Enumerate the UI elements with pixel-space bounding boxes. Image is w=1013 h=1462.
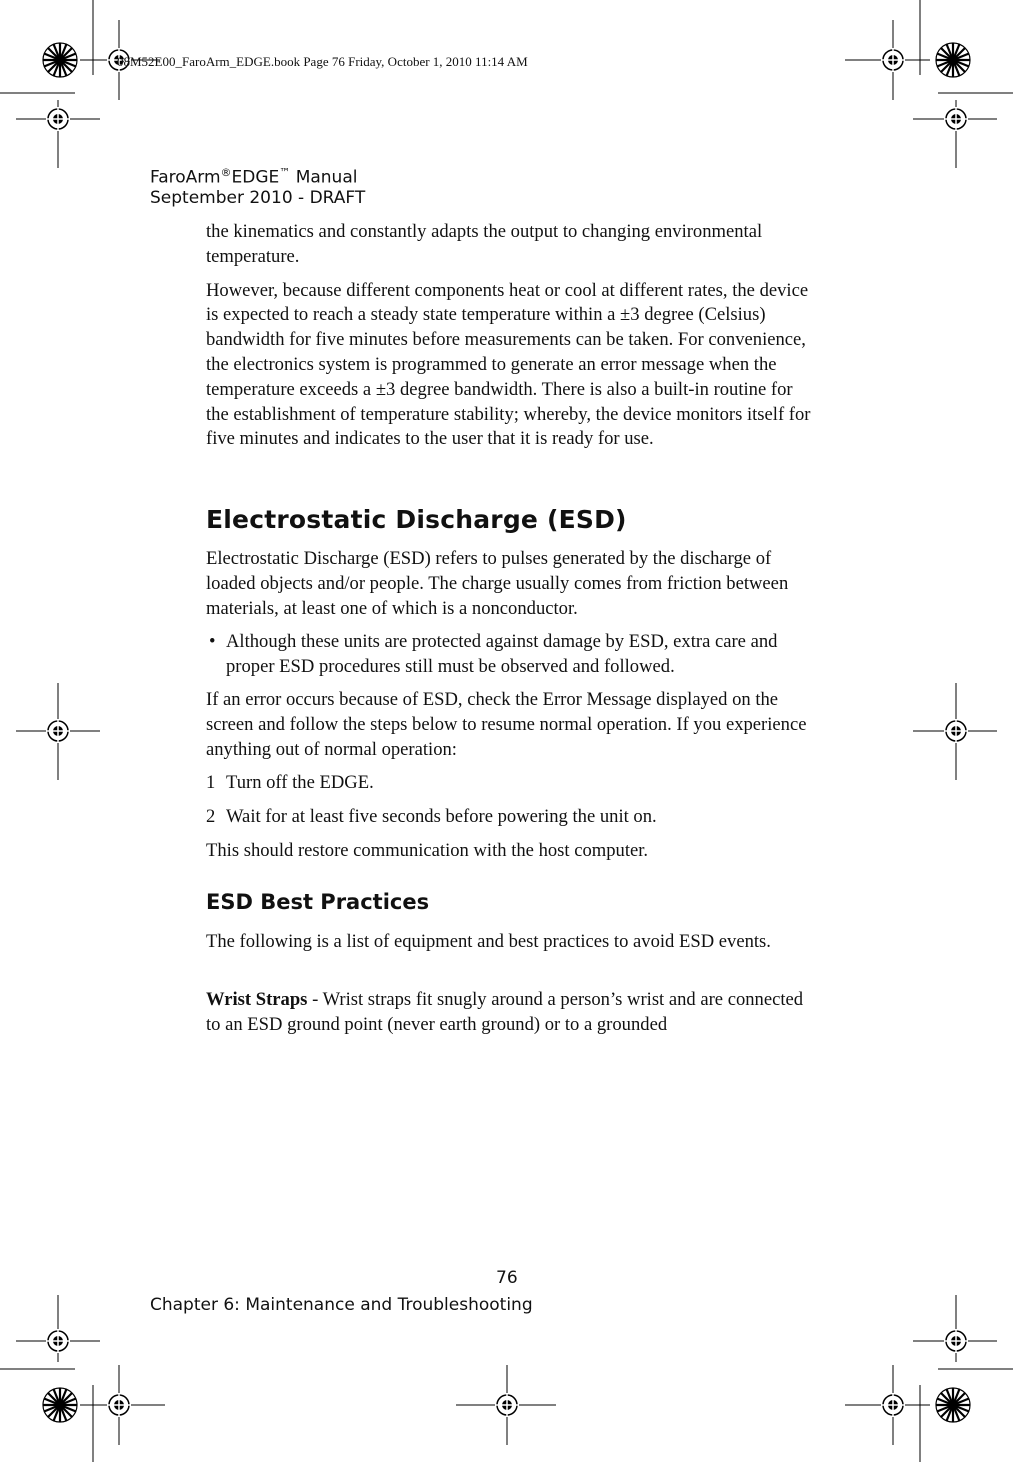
chapter-footer: Chapter 6: Maintenance and Troubleshooting (150, 1295, 533, 1315)
intro-block (206, 220, 816, 452)
print-slug: 08M52E00_FaroArm_EDGE.book Page 76 Friday, October 1, 2010 11:14 AM (117, 54, 528, 69)
page-number: 76 (496, 1268, 518, 1288)
trademark-mark: ™ (279, 166, 291, 179)
esd-bullet-item (206, 630, 816, 680)
manual-date: September 2010 - DRAFT (150, 187, 366, 208)
intro-paragraph-1: the kinematics and constantly adapts the output to changing environmental temperature. (206, 221, 763, 267)
bullet-text: Although these units are protected against damage by ESD, extra care and proper ESD procedures still must be observed and followed. (226, 631, 778, 677)
manual-title (150, 163, 365, 188)
step-text: Turn off the EDGE. (226, 772, 374, 793)
best-practices-heading: ESD Best Practices (206, 890, 430, 914)
step-item (206, 771, 374, 796)
wrist-straps-text: - Wrist straps fit snugly around a person’s wrist and are connected to an ESD ground point (never earth ground) or to a grounded (206, 989, 804, 1035)
step-number: 2 (206, 806, 216, 827)
wrist-straps-paragraph (206, 988, 816, 1038)
esd-heading: Electrostatic Discharge (ESD) (206, 505, 627, 534)
step-number: 1 (206, 772, 216, 793)
best-practices-paragraph: The following is a list of equipment and best practices to avoid ESD events. (206, 931, 771, 952)
brand-edge: EDGE (231, 167, 280, 188)
brand-faroarm: FaroArm (150, 167, 221, 188)
step-text: Wait for at least five seconds before powering the unit on. (226, 806, 657, 827)
esd-paragraph-3: This should restore communication with the host computer. (206, 840, 649, 861)
brand-manual: Manual (290, 167, 358, 188)
esd-paragraph-1: Electrostatic Discharge (ESD) refers to pulses generated by the discharge of loaded objects and/or people. The charge usually comes from friction between materials, at least one of which is a nonconductor. (206, 548, 789, 619)
intro-paragraph-2: However, because different components heat or cool at different rates, the device is expected to reach a steady state temperature within a ±3 degree (Celsius) bandwidth for five minutes before measurements can be taken. For convenience, the electronics system is programmed to generate an error message when the temperature exceeds a ±3 degree bandwidth. There is also a built-in routine for the establishment of temperature stability; whereby, the device monitors itself for five minutes and indicates to the user that it is ready for use. (206, 279, 811, 450)
esd-paragraph-2: If an error occurs because of ESD, check the Error Message displayed on the screen and follow the steps below to resume normal operation. If you experience anything out of normal operation: (206, 689, 807, 760)
running-header (150, 163, 365, 208)
bullet-marker: • (209, 631, 216, 652)
wrist-straps-label: Wrist Straps (206, 989, 308, 1010)
registered-mark: ® (220, 166, 232, 179)
step-item (206, 805, 657, 830)
